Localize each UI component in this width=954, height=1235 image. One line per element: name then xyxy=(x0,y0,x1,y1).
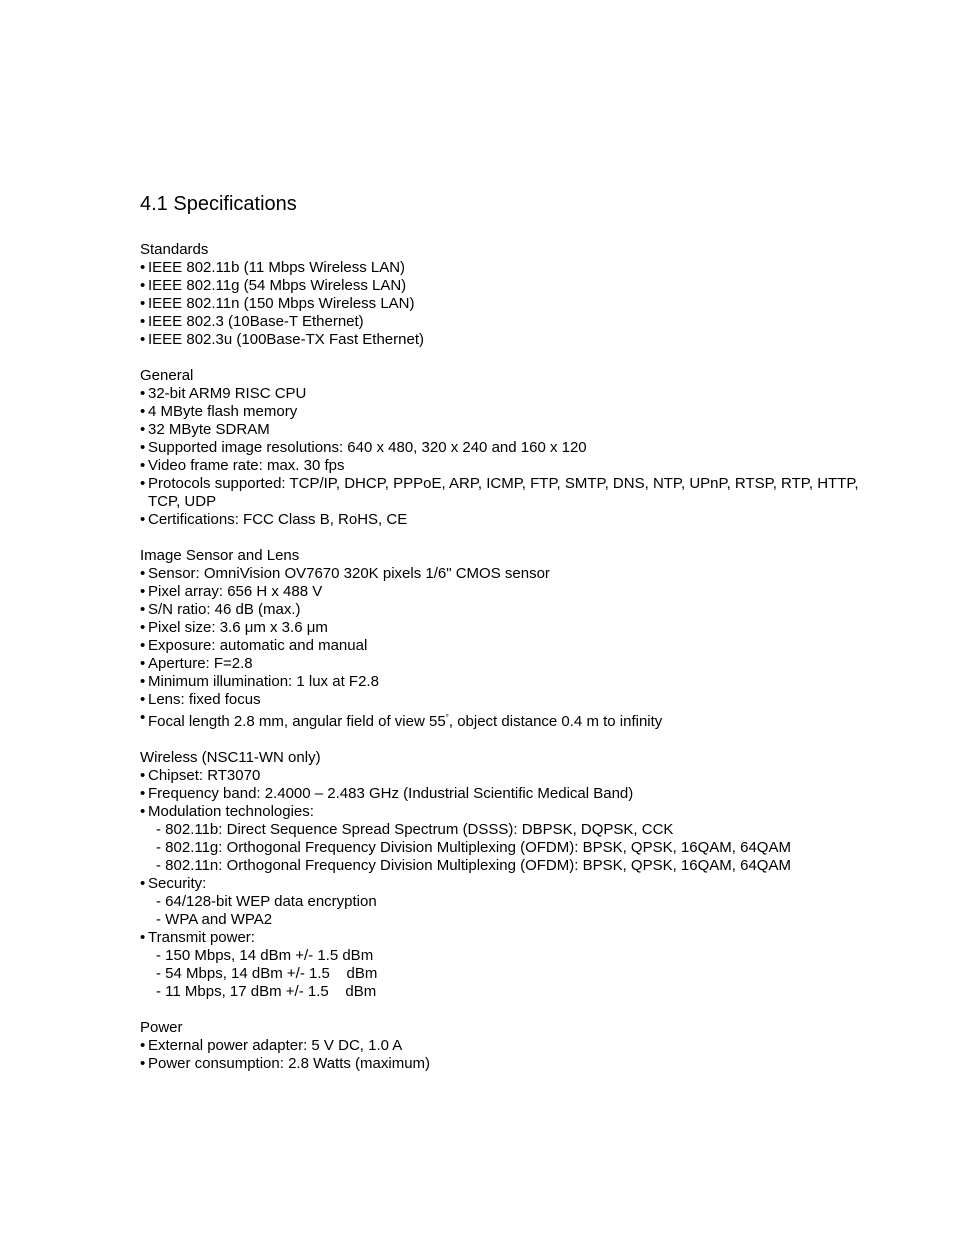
bullet: • xyxy=(140,385,146,402)
sensor-list xyxy=(140,565,860,731)
list-item: • IEEE 802.3u (100Base-TX Fast Ethernet) xyxy=(140,331,424,348)
list-item: • Certifications: FCC Class B, RoHS, CE xyxy=(140,511,408,528)
sub-item: - 802.11n: Orthogonal Frequency Division Multiplexing (OFDM): BPSK, QPSK, 16QAM, 64QAM xyxy=(156,857,791,874)
sub-item: - 64/128-bit WEP data encryption xyxy=(156,893,377,910)
section-general xyxy=(140,367,860,529)
bullet: • xyxy=(140,673,146,690)
bullet: • xyxy=(140,259,146,276)
list-item: • 32 MByte SDRAM xyxy=(140,421,270,438)
bullet: • xyxy=(140,767,146,784)
bullet: • xyxy=(140,691,146,708)
list-item: • Sensor: OmniVision OV7670 320K pixels 1/6" CMOS sensor xyxy=(140,565,550,582)
page-title: 4.1 Specifications xyxy=(140,193,297,215)
list-item: • 4 MByte flash memory xyxy=(140,403,298,420)
bullet: • xyxy=(140,421,146,438)
bullet: • xyxy=(140,785,146,802)
bullet: • xyxy=(140,875,146,892)
list-item: • Pixel size: 3.6 μm x 3.6 μm xyxy=(140,619,328,636)
list-item: • Protocols supported: TCP/IP, DHCP, PPPoE, ARP, ICMP, FTP, SMTP, DNS, NTP, UPnP, RTSP, RTP, HTTP, TCP, UDP xyxy=(140,475,859,510)
section-standards xyxy=(140,241,860,349)
bullet: • xyxy=(140,565,146,582)
list-item-transmit-power: • Transmit power: xyxy=(140,929,255,946)
wireless-list xyxy=(140,767,860,1001)
list-item: • 32-bit ARM9 RISC CPU xyxy=(140,385,307,402)
list-item: • Minimum illumination: 1 lux at F2.8 xyxy=(140,673,379,690)
section-heading-standards: Standards xyxy=(140,241,209,258)
list-item: • S/N ratio: 46 dB (max.) xyxy=(140,601,301,618)
section-heading-power: Power xyxy=(140,1019,183,1036)
bullet: • xyxy=(140,655,146,672)
bullet: • xyxy=(140,929,146,946)
list-item-modulation: • Modulation technologies: xyxy=(140,803,314,820)
list-item: • Video frame rate: max. 30 fps xyxy=(140,457,345,474)
bullet: • xyxy=(140,709,146,726)
section-heading-general: General xyxy=(140,367,194,384)
list-item: • Supported image resolutions: 640 x 480, 320 x 240 and 160 x 120 xyxy=(140,439,587,456)
bullet: • xyxy=(140,331,146,348)
bullet: • xyxy=(140,457,146,474)
list-item: • IEEE 802.11g (54 Mbps Wireless LAN) xyxy=(140,277,407,294)
section-heading-image-sensor: Image Sensor and Lens xyxy=(140,547,300,564)
list-item: • Power consumption: 2.8 Watts (maximum) xyxy=(140,1055,431,1072)
list-item-security: • Security: xyxy=(140,875,207,892)
list-item: • Exposure: automatic and manual xyxy=(140,637,368,654)
section-wireless xyxy=(140,749,860,1001)
bullet: • xyxy=(140,403,146,420)
list-item: • Aperture: F=2.8 xyxy=(140,655,253,672)
list-item: • IEEE 802.11b (11 Mbps Wireless LAN) xyxy=(140,259,406,276)
standards-list xyxy=(140,259,860,349)
bullet: • xyxy=(140,475,146,492)
bullet: • xyxy=(140,583,146,600)
sub-item: - 802.11g: Orthogonal Frequency Division Multiplexing (OFDM): BPSK, QPSK, 16QAM, 64QAM xyxy=(156,839,791,856)
degree-sign: ° xyxy=(445,713,449,722)
power-list xyxy=(140,1037,860,1073)
sub-item: - 802.11b: Direct Sequence Spread Spectrum (DSSS): DBPSK, DQPSK, CCK xyxy=(156,821,674,838)
section-power xyxy=(140,1019,860,1073)
sub-item: - WPA and WPA2 xyxy=(156,911,273,928)
bullet: • xyxy=(140,277,146,294)
bullet: • xyxy=(140,1037,146,1054)
bullet: • xyxy=(140,439,146,456)
bullet: • xyxy=(140,637,146,654)
list-item: • Lens: fixed focus xyxy=(140,691,261,708)
bullet: • xyxy=(140,295,146,312)
sub-item: - 11 Mbps, 17 dBm +/- 1.5 dBm xyxy=(156,983,377,1000)
section-heading-wireless: Wireless (NSC11-WN only) xyxy=(140,749,321,766)
list-item-focal-length: • Focal length 2.8 mm, angular field of view 55°, object distance 0.4 m to infinity xyxy=(140,709,663,730)
list-item-chipset: • Chipset: RT3070 xyxy=(140,767,261,784)
bullet: • xyxy=(140,313,146,330)
list-item: • Pixel array: 656 H x 488 V xyxy=(140,583,323,600)
bullet: • xyxy=(140,601,146,618)
list-item: • IEEE 802.11n (150 Mbps Wireless LAN) xyxy=(140,295,415,312)
spec-page xyxy=(140,190,860,1091)
section-image-sensor xyxy=(140,547,860,731)
list-item: • External power adapter: 5 V DC, 1.0 A xyxy=(140,1037,403,1054)
general-list xyxy=(140,385,860,529)
list-item-frequency: • Frequency band: 2.4000 – 2.483 GHz (Industrial Scientific Medical Band) xyxy=(140,785,634,802)
bullet: • xyxy=(140,619,146,636)
sub-item: - 150 Mbps, 14 dBm +/- 1.5 dBm xyxy=(156,947,374,964)
bullet: • xyxy=(140,511,146,528)
bullet: • xyxy=(140,803,146,820)
list-item: • IEEE 802.3 (10Base-T Ethernet) xyxy=(140,313,364,330)
sub-item: - 54 Mbps, 14 dBm +/- 1.5 dBm xyxy=(156,965,378,982)
bullet: • xyxy=(140,1055,146,1072)
